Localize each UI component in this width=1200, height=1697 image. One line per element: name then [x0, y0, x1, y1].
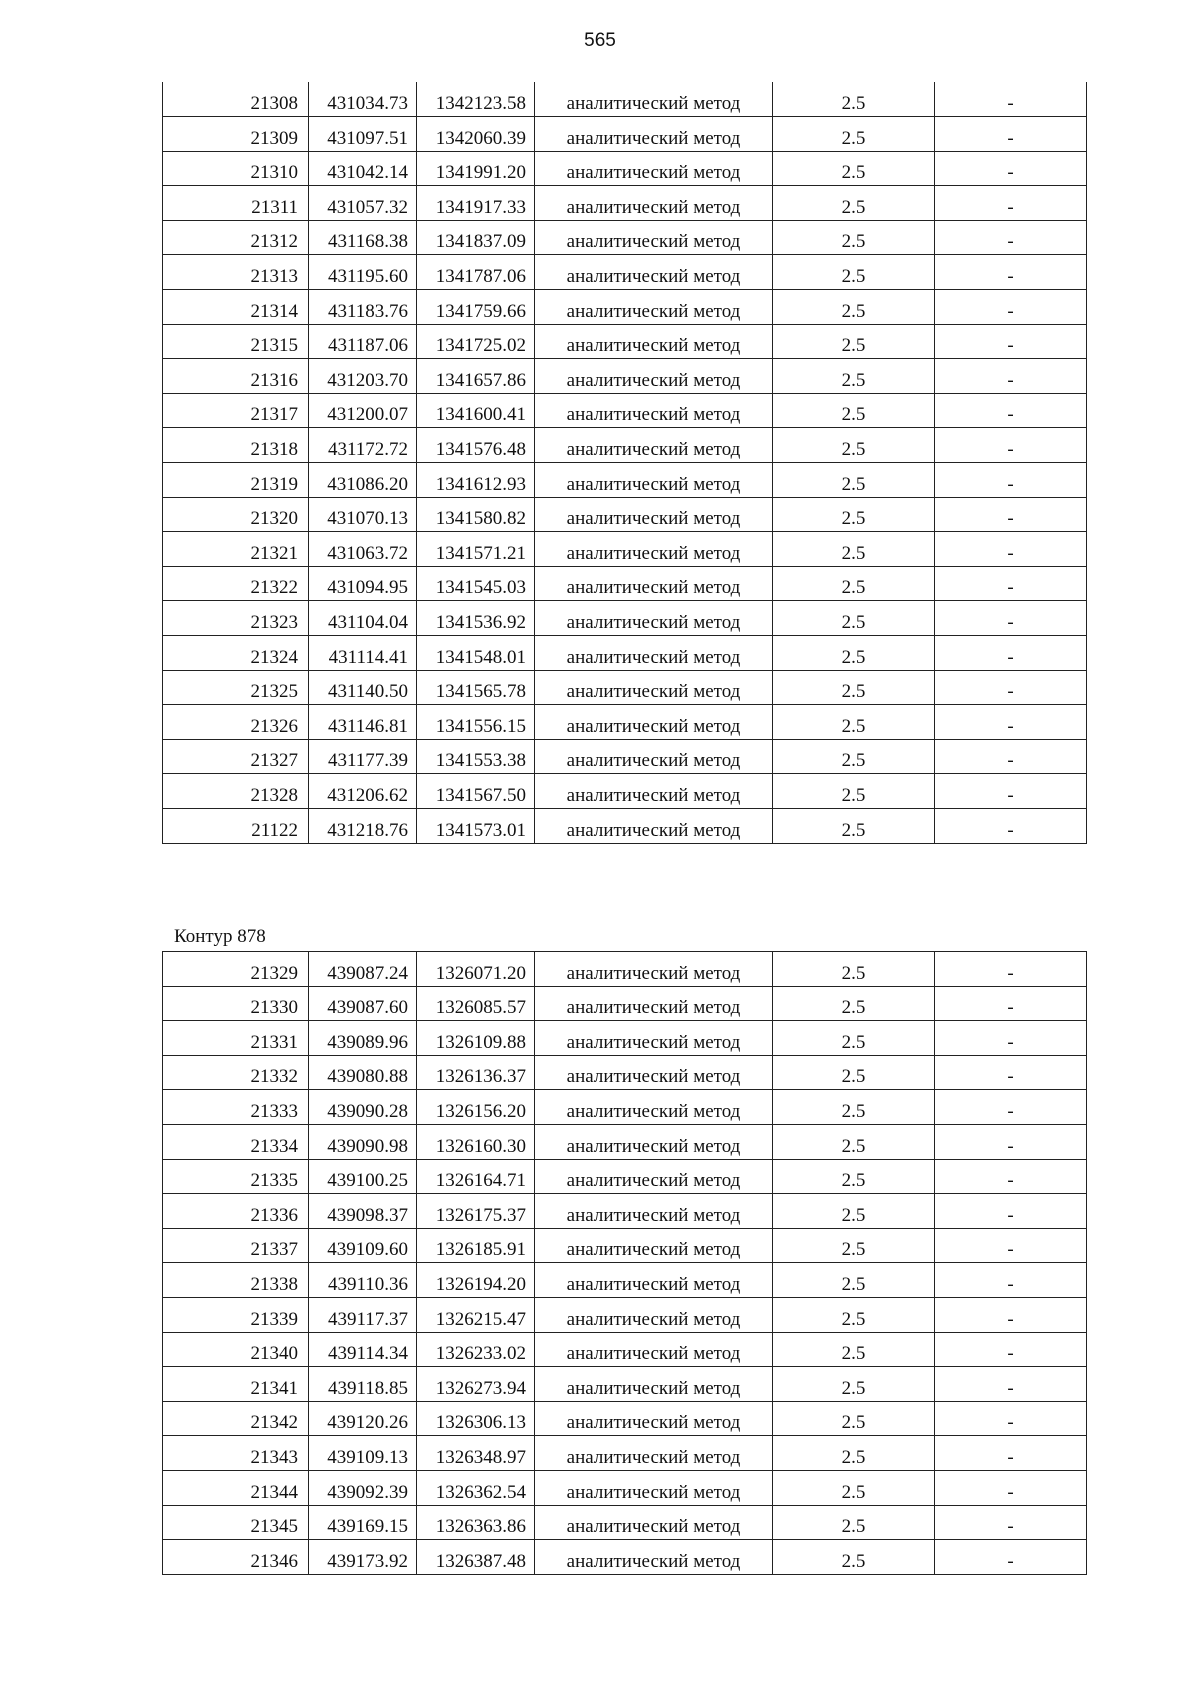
- accuracy-cell: 2.5: [773, 393, 935, 428]
- y-coordinate-cell: 1326215.47: [417, 1297, 535, 1332]
- table-row: [163, 1055, 1087, 1090]
- accuracy-cell: 2.5: [773, 324, 935, 359]
- x-coordinate-cell: 439080.88: [309, 1055, 417, 1090]
- point-number-cell: 21308: [163, 82, 309, 117]
- point-number-cell: 21329: [163, 952, 309, 987]
- x-coordinate-cell: 431057.32: [309, 186, 417, 221]
- description-cell: -: [935, 1436, 1087, 1471]
- description-cell: -: [935, 1401, 1087, 1436]
- method-cell: аналитический метод: [535, 290, 773, 325]
- y-coordinate-cell: 1326273.94: [417, 1367, 535, 1402]
- y-coordinate-cell: 1341837.09: [417, 220, 535, 255]
- table-row: [163, 290, 1087, 325]
- x-coordinate-cell: 439109.13: [309, 1436, 417, 1471]
- method-cell: аналитический метод: [535, 1124, 773, 1159]
- y-coordinate-cell: 1326175.37: [417, 1194, 535, 1229]
- description-cell: -: [935, 1021, 1087, 1056]
- accuracy-cell: 2.5: [773, 1401, 935, 1436]
- table-row: [163, 497, 1087, 532]
- accuracy-cell: 2.5: [773, 1540, 935, 1575]
- y-coordinate-cell: 1341612.93: [417, 463, 535, 498]
- point-number-cell: 21325: [163, 670, 309, 705]
- description-cell: -: [935, 1470, 1087, 1505]
- x-coordinate-cell: 431094.95: [309, 566, 417, 601]
- x-coordinate-cell: 439110.36: [309, 1263, 417, 1298]
- method-cell: аналитический метод: [535, 670, 773, 705]
- description-cell: -: [935, 1228, 1087, 1263]
- y-coordinate-cell: 1326363.86: [417, 1505, 535, 1540]
- section-label-contour: Контур 878: [174, 926, 266, 947]
- y-coordinate-cell: 1341553.38: [417, 739, 535, 774]
- coordinates-table-contour-878: [162, 951, 1087, 1575]
- table-body: [163, 952, 1087, 1575]
- method-cell: аналитический метод: [535, 324, 773, 359]
- description-cell: -: [935, 1332, 1087, 1367]
- description-cell: -: [935, 952, 1087, 987]
- y-coordinate-cell: 1341600.41: [417, 393, 535, 428]
- point-number-cell: 21313: [163, 255, 309, 290]
- page-number: 565: [584, 30, 616, 51]
- y-coordinate-cell: 1326233.02: [417, 1332, 535, 1367]
- accuracy-cell: 2.5: [773, 1297, 935, 1332]
- table-body: [163, 82, 1087, 843]
- table-row: [163, 82, 1087, 117]
- x-coordinate-cell: 431203.70: [309, 359, 417, 394]
- point-number-cell: 21316: [163, 359, 309, 394]
- point-number-cell: 21341: [163, 1367, 309, 1402]
- description-cell: -: [935, 497, 1087, 532]
- accuracy-cell: 2.5: [773, 220, 935, 255]
- point-number-cell: 21334: [163, 1124, 309, 1159]
- point-number-cell: 21318: [163, 428, 309, 463]
- point-number-cell: 21339: [163, 1297, 309, 1332]
- x-coordinate-cell: 431086.20: [309, 463, 417, 498]
- accuracy-cell: 2.5: [773, 670, 935, 705]
- y-coordinate-cell: 1326136.37: [417, 1055, 535, 1090]
- table-row: [163, 532, 1087, 567]
- y-coordinate-cell: 1326306.13: [417, 1401, 535, 1436]
- x-coordinate-cell: 431140.50: [309, 670, 417, 705]
- method-cell: аналитический метод: [535, 1332, 773, 1367]
- accuracy-cell: 2.5: [773, 1228, 935, 1263]
- description-cell: -: [935, 1055, 1087, 1090]
- point-number-cell: 21319: [163, 463, 309, 498]
- accuracy-cell: 2.5: [773, 290, 935, 325]
- method-cell: аналитический метод: [535, 1436, 773, 1471]
- point-number-cell: 21328: [163, 774, 309, 809]
- table-row: [163, 220, 1087, 255]
- x-coordinate-cell: 439087.24: [309, 952, 417, 987]
- x-coordinate-cell: 431183.76: [309, 290, 417, 325]
- accuracy-cell: 2.5: [773, 117, 935, 152]
- y-coordinate-cell: 1341565.78: [417, 670, 535, 705]
- point-number-cell: 21331: [163, 1021, 309, 1056]
- y-coordinate-cell: 1326185.91: [417, 1228, 535, 1263]
- description-cell: -: [935, 1505, 1087, 1540]
- accuracy-cell: 2.5: [773, 986, 935, 1021]
- method-cell: аналитический метод: [535, 1401, 773, 1436]
- y-coordinate-cell: 1326109.88: [417, 1021, 535, 1056]
- x-coordinate-cell: 439120.26: [309, 1401, 417, 1436]
- table-row: [163, 1124, 1087, 1159]
- method-cell: аналитический метод: [535, 1540, 773, 1575]
- x-coordinate-cell: 439114.34: [309, 1332, 417, 1367]
- point-number-cell: 21320: [163, 497, 309, 532]
- accuracy-cell: 2.5: [773, 774, 935, 809]
- coordinates-table-continued: [162, 82, 1087, 844]
- y-coordinate-cell: 1326194.20: [417, 1263, 535, 1298]
- description-cell: -: [935, 1194, 1087, 1229]
- x-coordinate-cell: 431177.39: [309, 739, 417, 774]
- y-coordinate-cell: 1341545.03: [417, 566, 535, 601]
- x-coordinate-cell: 431187.06: [309, 324, 417, 359]
- x-coordinate-cell: 431168.38: [309, 220, 417, 255]
- point-number-cell: 21315: [163, 324, 309, 359]
- description-cell: -: [935, 986, 1087, 1021]
- x-coordinate-cell: 431063.72: [309, 532, 417, 567]
- method-cell: аналитический метод: [535, 497, 773, 532]
- accuracy-cell: 2.5: [773, 497, 935, 532]
- table-row: [163, 255, 1087, 290]
- y-coordinate-cell: 1341567.50: [417, 774, 535, 809]
- x-coordinate-cell: 439098.37: [309, 1194, 417, 1229]
- x-coordinate-cell: 431114.41: [309, 636, 417, 671]
- description-cell: -: [935, 670, 1087, 705]
- x-coordinate-cell: 431104.04: [309, 601, 417, 636]
- point-number-cell: 21326: [163, 705, 309, 740]
- x-coordinate-cell: 431195.60: [309, 255, 417, 290]
- y-coordinate-cell: 1342060.39: [417, 117, 535, 152]
- method-cell: аналитический метод: [535, 1297, 773, 1332]
- accuracy-cell: 2.5: [773, 808, 935, 843]
- table-row: [163, 774, 1087, 809]
- y-coordinate-cell: 1341548.01: [417, 636, 535, 671]
- table-row: [163, 1401, 1087, 1436]
- method-cell: аналитический метод: [535, 359, 773, 394]
- point-number-cell: 21332: [163, 1055, 309, 1090]
- accuracy-cell: 2.5: [773, 1090, 935, 1125]
- accuracy-cell: 2.5: [773, 255, 935, 290]
- accuracy-cell: 2.5: [773, 566, 935, 601]
- point-number-cell: 21317: [163, 393, 309, 428]
- accuracy-cell: 2.5: [773, 151, 935, 186]
- y-coordinate-cell: 1342123.58: [417, 82, 535, 117]
- point-number-cell: 21338: [163, 1263, 309, 1298]
- y-coordinate-cell: 1341991.20: [417, 151, 535, 186]
- point-number-cell: 21345: [163, 1505, 309, 1540]
- description-cell: -: [935, 255, 1087, 290]
- x-coordinate-cell: 439090.98: [309, 1124, 417, 1159]
- description-cell: -: [935, 1367, 1087, 1402]
- x-coordinate-cell: 439100.25: [309, 1159, 417, 1194]
- table-row: [163, 566, 1087, 601]
- method-cell: аналитический метод: [535, 952, 773, 987]
- method-cell: аналитический метод: [535, 1470, 773, 1505]
- point-number-cell: 21327: [163, 739, 309, 774]
- table-row: [163, 1159, 1087, 1194]
- method-cell: аналитический метод: [535, 1194, 773, 1229]
- description-cell: -: [935, 774, 1087, 809]
- accuracy-cell: 2.5: [773, 1055, 935, 1090]
- x-coordinate-cell: 439118.85: [309, 1367, 417, 1402]
- y-coordinate-cell: 1341580.82: [417, 497, 535, 532]
- point-number-cell: 21340: [163, 1332, 309, 1367]
- y-coordinate-cell: 1326348.97: [417, 1436, 535, 1471]
- description-cell: -: [935, 117, 1087, 152]
- x-coordinate-cell: 439169.15: [309, 1505, 417, 1540]
- table-row: [163, 986, 1087, 1021]
- method-cell: аналитический метод: [535, 986, 773, 1021]
- accuracy-cell: 2.5: [773, 186, 935, 221]
- point-number-cell: 21330: [163, 986, 309, 1021]
- point-number-cell: 21337: [163, 1228, 309, 1263]
- table-row: [163, 1436, 1087, 1471]
- method-cell: аналитический метод: [535, 739, 773, 774]
- x-coordinate-cell: 431200.07: [309, 393, 417, 428]
- point-number-cell: 21309: [163, 117, 309, 152]
- method-cell: аналитический метод: [535, 1090, 773, 1125]
- table-row: [163, 1194, 1087, 1229]
- description-cell: -: [935, 1263, 1087, 1298]
- table-row: [163, 1228, 1087, 1263]
- x-coordinate-cell: 431097.51: [309, 117, 417, 152]
- y-coordinate-cell: 1326085.57: [417, 986, 535, 1021]
- x-coordinate-cell: 439092.39: [309, 1470, 417, 1505]
- accuracy-cell: 2.5: [773, 1194, 935, 1229]
- method-cell: аналитический метод: [535, 151, 773, 186]
- point-number-cell: 21333: [163, 1090, 309, 1125]
- method-cell: аналитический метод: [535, 774, 773, 809]
- method-cell: аналитический метод: [535, 1228, 773, 1263]
- description-cell: -: [935, 186, 1087, 221]
- accuracy-cell: 2.5: [773, 601, 935, 636]
- accuracy-cell: 2.5: [773, 82, 935, 117]
- description-cell: -: [935, 324, 1087, 359]
- description-cell: -: [935, 1297, 1087, 1332]
- table-row: [163, 393, 1087, 428]
- table-row: [163, 670, 1087, 705]
- point-number-cell: 21122: [163, 808, 309, 843]
- description-cell: -: [935, 808, 1087, 843]
- accuracy-cell: 2.5: [773, 1470, 935, 1505]
- point-number-cell: 21312: [163, 220, 309, 255]
- method-cell: аналитический метод: [535, 220, 773, 255]
- y-coordinate-cell: 1341725.02: [417, 324, 535, 359]
- method-cell: аналитический метод: [535, 808, 773, 843]
- y-coordinate-cell: 1326071.20: [417, 952, 535, 987]
- y-coordinate-cell: 1341573.01: [417, 808, 535, 843]
- accuracy-cell: 2.5: [773, 532, 935, 567]
- y-coordinate-cell: 1341917.33: [417, 186, 535, 221]
- table-row: [163, 463, 1087, 498]
- description-cell: -: [935, 705, 1087, 740]
- accuracy-cell: 2.5: [773, 1367, 935, 1402]
- point-number-cell: 21344: [163, 1470, 309, 1505]
- description-cell: -: [935, 463, 1087, 498]
- y-coordinate-cell: 1341571.21: [417, 532, 535, 567]
- table-row: [163, 739, 1087, 774]
- x-coordinate-cell: 439173.92: [309, 1540, 417, 1575]
- method-cell: аналитический метод: [535, 255, 773, 290]
- table-row: [163, 1505, 1087, 1540]
- method-cell: аналитический метод: [535, 601, 773, 636]
- description-cell: -: [935, 393, 1087, 428]
- accuracy-cell: 2.5: [773, 739, 935, 774]
- method-cell: аналитический метод: [535, 117, 773, 152]
- description-cell: -: [935, 220, 1087, 255]
- method-cell: аналитический метод: [535, 566, 773, 601]
- description-cell: -: [935, 1124, 1087, 1159]
- table-row: [163, 952, 1087, 987]
- table-row: [163, 151, 1087, 186]
- table-row: [163, 117, 1087, 152]
- accuracy-cell: 2.5: [773, 952, 935, 987]
- table-row: [163, 1021, 1087, 1056]
- method-cell: аналитический метод: [535, 636, 773, 671]
- description-cell: -: [935, 739, 1087, 774]
- point-number-cell: 21310: [163, 151, 309, 186]
- accuracy-cell: 2.5: [773, 359, 935, 394]
- description-cell: -: [935, 636, 1087, 671]
- y-coordinate-cell: 1326156.20: [417, 1090, 535, 1125]
- accuracy-cell: 2.5: [773, 463, 935, 498]
- table-row: [163, 705, 1087, 740]
- description-cell: -: [935, 151, 1087, 186]
- accuracy-cell: 2.5: [773, 705, 935, 740]
- table-row: [163, 636, 1087, 671]
- y-coordinate-cell: 1341556.15: [417, 705, 535, 740]
- y-coordinate-cell: 1326164.71: [417, 1159, 535, 1194]
- accuracy-cell: 2.5: [773, 1505, 935, 1540]
- point-number-cell: 21314: [163, 290, 309, 325]
- point-number-cell: 21311: [163, 186, 309, 221]
- accuracy-cell: 2.5: [773, 636, 935, 671]
- description-cell: -: [935, 566, 1087, 601]
- point-number-cell: 21321: [163, 532, 309, 567]
- table-row: [163, 1332, 1087, 1367]
- x-coordinate-cell: 439109.60: [309, 1228, 417, 1263]
- table-row: [163, 359, 1087, 394]
- accuracy-cell: 2.5: [773, 1124, 935, 1159]
- y-coordinate-cell: 1341576.48: [417, 428, 535, 463]
- x-coordinate-cell: 439117.37: [309, 1297, 417, 1332]
- y-coordinate-cell: 1341787.06: [417, 255, 535, 290]
- x-coordinate-cell: 431146.81: [309, 705, 417, 740]
- table-row: [163, 1297, 1087, 1332]
- accuracy-cell: 2.5: [773, 428, 935, 463]
- table-row: [163, 601, 1087, 636]
- method-cell: аналитический метод: [535, 532, 773, 567]
- method-cell: аналитический метод: [535, 393, 773, 428]
- table-row: [163, 186, 1087, 221]
- description-cell: -: [935, 1540, 1087, 1575]
- method-cell: аналитический метод: [535, 1055, 773, 1090]
- y-coordinate-cell: 1326160.30: [417, 1124, 535, 1159]
- method-cell: аналитический метод: [535, 1367, 773, 1402]
- description-cell: -: [935, 428, 1087, 463]
- y-coordinate-cell: 1326387.48: [417, 1540, 535, 1575]
- x-coordinate-cell: 431034.73: [309, 82, 417, 117]
- description-cell: -: [935, 290, 1087, 325]
- description-cell: -: [935, 532, 1087, 567]
- description-cell: -: [935, 1090, 1087, 1125]
- table-row: [163, 1367, 1087, 1402]
- point-number-cell: 21343: [163, 1436, 309, 1471]
- point-number-cell: 21323: [163, 601, 309, 636]
- accuracy-cell: 2.5: [773, 1021, 935, 1056]
- description-cell: -: [935, 1159, 1087, 1194]
- point-number-cell: 21336: [163, 1194, 309, 1229]
- method-cell: аналитический метод: [535, 1263, 773, 1298]
- method-cell: аналитический метод: [535, 1159, 773, 1194]
- y-coordinate-cell: 1326362.54: [417, 1470, 535, 1505]
- accuracy-cell: 2.5: [773, 1436, 935, 1471]
- point-number-cell: 21322: [163, 566, 309, 601]
- description-cell: -: [935, 359, 1087, 394]
- method-cell: аналитический метод: [535, 463, 773, 498]
- x-coordinate-cell: 431172.72: [309, 428, 417, 463]
- accuracy-cell: 2.5: [773, 1159, 935, 1194]
- y-coordinate-cell: 1341657.86: [417, 359, 535, 394]
- x-coordinate-cell: 431206.62: [309, 774, 417, 809]
- point-number-cell: 21335: [163, 1159, 309, 1194]
- table-row: [163, 1090, 1087, 1125]
- method-cell: аналитический метод: [535, 1505, 773, 1540]
- y-coordinate-cell: 1341536.92: [417, 601, 535, 636]
- table-row: [163, 324, 1087, 359]
- point-number-cell: 21324: [163, 636, 309, 671]
- method-cell: аналитический метод: [535, 186, 773, 221]
- method-cell: аналитический метод: [535, 1021, 773, 1056]
- method-cell: аналитический метод: [535, 82, 773, 117]
- x-coordinate-cell: 439090.28: [309, 1090, 417, 1125]
- x-coordinate-cell: 431070.13: [309, 497, 417, 532]
- description-cell: -: [935, 82, 1087, 117]
- table-row: [163, 1540, 1087, 1575]
- x-coordinate-cell: 431042.14: [309, 151, 417, 186]
- table-row: [163, 1470, 1087, 1505]
- x-coordinate-cell: 439089.96: [309, 1021, 417, 1056]
- x-coordinate-cell: 439087.60: [309, 986, 417, 1021]
- table-row: [163, 808, 1087, 843]
- method-cell: аналитический метод: [535, 428, 773, 463]
- y-coordinate-cell: 1341759.66: [417, 290, 535, 325]
- table-row: [163, 428, 1087, 463]
- method-cell: аналитический метод: [535, 705, 773, 740]
- description-cell: -: [935, 601, 1087, 636]
- accuracy-cell: 2.5: [773, 1332, 935, 1367]
- accuracy-cell: 2.5: [773, 1263, 935, 1298]
- point-number-cell: 21346: [163, 1540, 309, 1575]
- x-coordinate-cell: 431218.76: [309, 808, 417, 843]
- point-number-cell: 21342: [163, 1401, 309, 1436]
- table-row: [163, 1263, 1087, 1298]
